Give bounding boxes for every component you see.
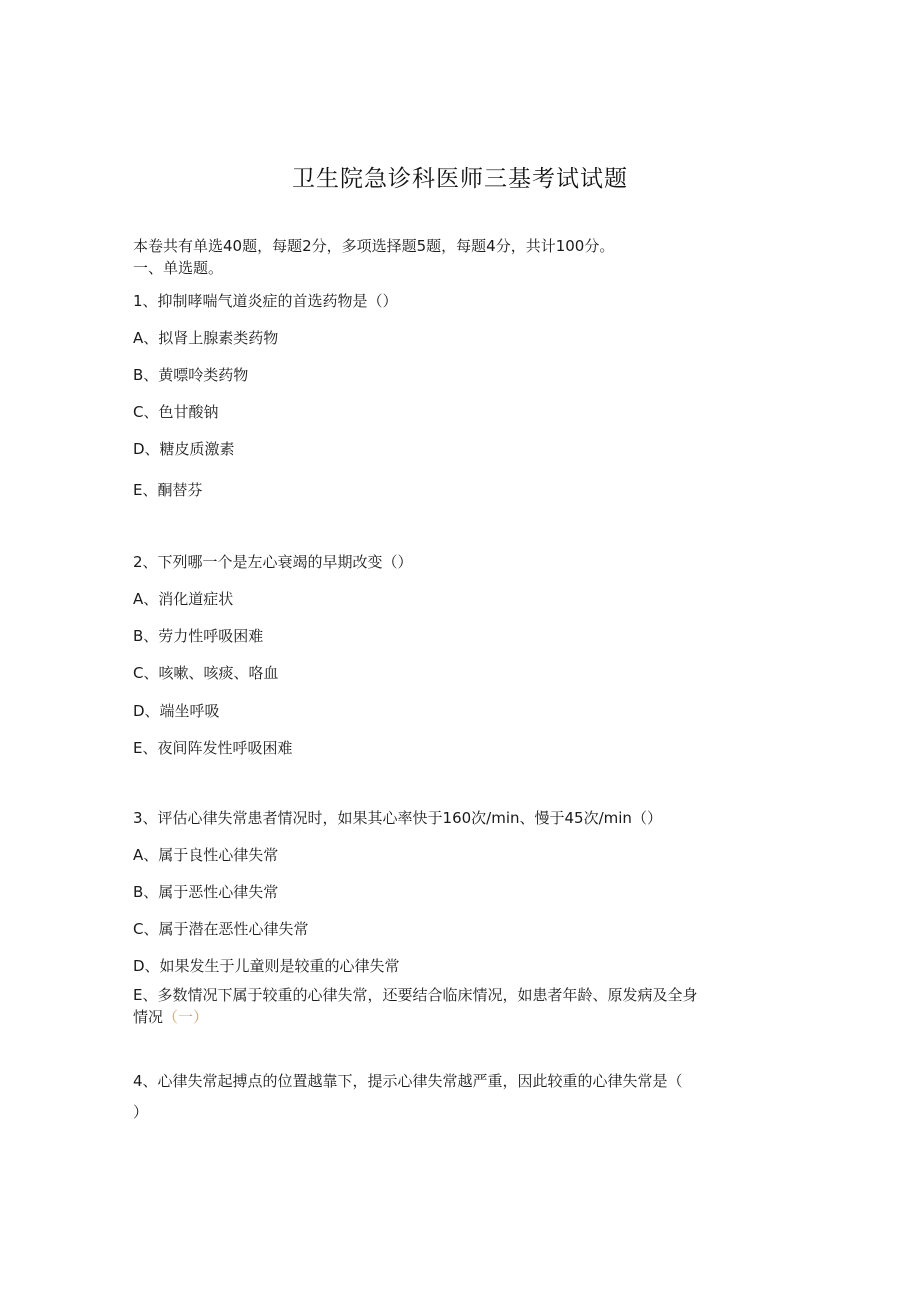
option-a: A、属于良性心律失常: [133, 846, 279, 864]
option-a: A、拟肾上腺素类药物: [133, 329, 279, 347]
option-b: B、黄嘌呤类药物: [133, 366, 249, 384]
question-stem: 4、心律失常起搏点的位置越靠下，提示心律失常越严重，因此较重的心律失常是（: [133, 1072, 683, 1090]
option-b: B、劳力性呼吸困难: [133, 627, 264, 645]
option-a: A、消化道症状: [133, 590, 234, 608]
option-b: B、属于恶性心律失常: [133, 883, 279, 901]
option-e-continuation: [133, 1006, 208, 1027]
option-c: C、咳嗽、咳痰、咯血: [133, 664, 279, 682]
option-c: C、属于潜在恶性心律失常: [133, 920, 309, 938]
option-e: E、多数情况下属于较重的心律失常，还要结合临床情况，如患者年龄、原发病及全身: [133, 986, 698, 1004]
option-d: D、如果发生于儿童则是较重的心律失常: [133, 957, 400, 975]
exam-title: 卫生院急诊科医师三基考试试题: [292, 166, 628, 192]
question-stem: 2、下列哪一个是左心衰竭的早期改变（）: [133, 553, 413, 571]
option-e-continuation-text: 情况: [133, 1008, 164, 1026]
option-e: E、夜间阵发性呼吸困难: [133, 739, 293, 757]
answer-paren: （一）: [163, 1008, 209, 1026]
exam-intro: 本卷共有单选40题，每题2分，多项选择题5题，每题4分，共计100分。: [133, 237, 615, 255]
section-heading: 一、单选题。: [133, 259, 224, 277]
question-stem-continuation: ）: [133, 1103, 149, 1121]
option-d: D、端坐呼吸: [133, 702, 220, 720]
option-d: D、糖皮质激素: [133, 440, 235, 458]
question-stem: 1、抑制哮喘气道炎症的首选药物是（）: [133, 292, 398, 310]
question-stem: 3、评估心律失常患者情况时，如果其心率快于160次/min、慢于45次/min（）: [133, 809, 662, 827]
option-e: E、酮替芬: [133, 481, 203, 499]
option-c: C、色甘酸钠: [133, 403, 219, 421]
